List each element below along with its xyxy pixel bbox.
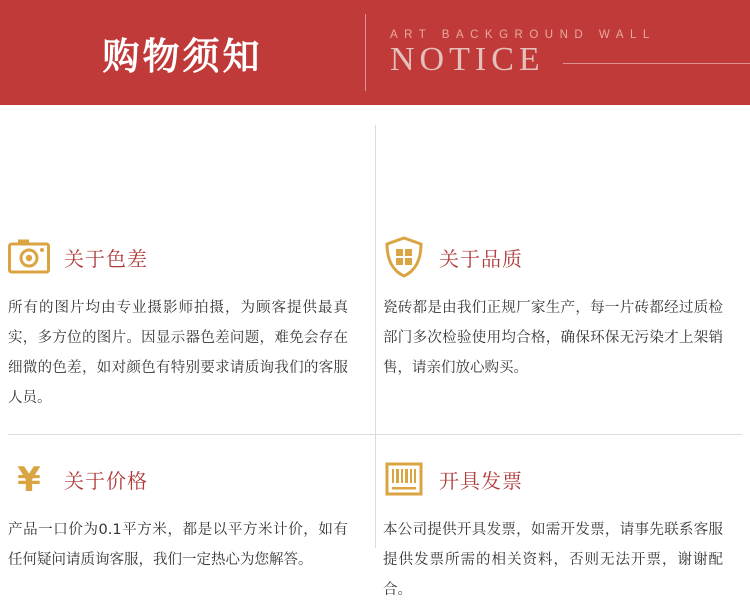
header-notice-row — [390, 40, 750, 78]
section-body: 产品一口价为0.1平方米，都是以平方米计价，如有任何疑问请质询客服，我们一定热心为您解答。 — [8, 522, 348, 568]
header-subtitle-block — [366, 0, 750, 105]
page-title: 购物须知 — [102, 34, 263, 78]
section-title: 关于价格 — [64, 468, 148, 493]
section-header — [8, 457, 368, 501]
section-title: 关于色差 — [64, 246, 148, 271]
section-body: 瓷砖都是由我们正规厂家生产，每一片砖都经过质检部门多次检验使用均合格，确保环保无污染才上架销售，请亲们放心购买。 — [383, 300, 723, 376]
shield-quality-icon — [383, 236, 425, 278]
grid-horizontal-divider — [8, 434, 742, 435]
section-title: 关于品质 — [439, 246, 523, 271]
notice-section-quality — [383, 235, 743, 383]
header-title-block — [0, 0, 365, 105]
section-title: 开具发票 — [439, 468, 523, 493]
header-subtitle: ART BACKGROUND WALL — [390, 28, 656, 41]
header-notice-word: NOTICE — [390, 40, 545, 78]
notice-grid — [0, 105, 750, 598]
notice-section-invoice — [383, 457, 743, 605]
svg-text:¥: ¥ — [17, 460, 41, 500]
camera-icon — [8, 236, 50, 278]
section-header — [383, 235, 743, 279]
notice-section-color — [8, 235, 368, 413]
section-header — [383, 457, 743, 501]
page-header — [0, 0, 750, 105]
header-rule — [563, 63, 750, 64]
section-body: 本公司提供开具发票，如需开发票，请事先联系客服提供发票所需的相关资料，否则无法开票，谢谢配合。 — [383, 522, 723, 598]
grid-vertical-divider — [375, 125, 376, 548]
notice-section-price — [8, 457, 368, 575]
section-header — [8, 235, 368, 279]
invoice-icon — [383, 458, 425, 500]
yen-price-icon — [8, 458, 50, 500]
section-body: 所有的图片均由专业摄影师拍摄，为顾客提供最真实，多方位的图片。因显示器色差问题，难免会存在细微的色差，如对颜色有特别要求请质询我们的客服人员。 — [8, 300, 348, 406]
